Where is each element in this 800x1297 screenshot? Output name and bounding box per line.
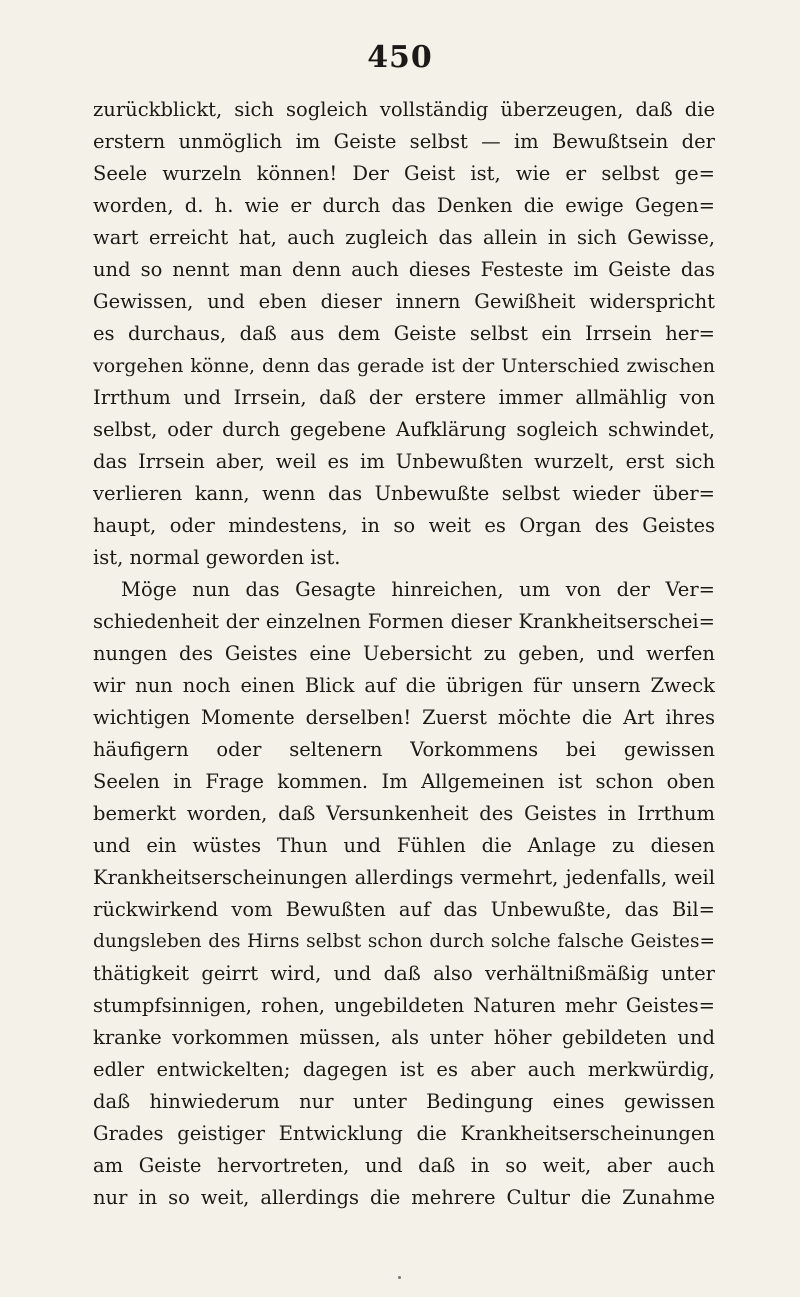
page-number: 450 — [367, 40, 433, 75]
text-line: Möge nun das Gesagte hinreichen, um von der Ver= — [121, 578, 715, 601]
text-line: wichtigen Momente derselben! Zuerst möchte die Art ihres — [93, 706, 715, 729]
text-line: dungsleben des Hirns selbst schon durch solche falsche Geistes= — [93, 931, 715, 952]
text-line: und so nennt man denn auch dieses Festeste im Geiste das — [93, 258, 715, 281]
text-line: Irrthum und Irrsein, daß der erstere immer allmählig von — [93, 386, 715, 409]
text-line: häufigern oder seltenern Vorkommens bei gewissen — [93, 738, 715, 761]
text-line: haupt, oder mindestens, in so weit es Organ des Geistes — [93, 514, 715, 537]
text-line: edler entwickelten; dagegen ist es aber auch merkwürdig, — [93, 1058, 715, 1081]
text-line: und ein wüstes Thun und Fühlen die Anlage zu diesen — [93, 834, 715, 857]
text-line: am Geiste hervortreten, und daß in so weit, aber auch — [93, 1154, 715, 1177]
text-line: Grades geistiger Entwicklung die Krankheitserscheinungen — [93, 1122, 715, 1145]
text-line: vorgehen könne, denn das gerade ist der Unterschied zwischen — [93, 355, 715, 377]
text-line: das Irrsein aber, weil es im Unbewußten wurzelt, erst sich — [93, 450, 715, 473]
text-line: wir nun noch einen Blick auf die übrigen für unsern Zweck — [93, 674, 715, 697]
text-line: worden, d. h. wie er durch das Denken die ewige Gegen= — [93, 194, 715, 217]
text-line: nungen des Geistes eine Uebersicht zu geben, und werfen — [93, 642, 715, 665]
text-line: bemerkt worden, daß Versunkenheit des Geistes in Irrthum — [93, 802, 715, 825]
text-line: stumpfsinnigen, rohen, ungebildeten Naturen mehr Geistes= — [93, 994, 715, 1017]
text-line: erstern unmöglich im Geiste selbst — im Bewußtsein der — [93, 130, 715, 153]
text-line: selbst, oder durch gegebene Aufklärung sogleich schwindet, — [93, 418, 715, 441]
text-line: Seelen in Frage kommen. Im Allgemeinen ist schon oben — [93, 770, 715, 793]
text-line: nur in so weit, allerdings die mehrere Cultur die Zunahme — [93, 1186, 715, 1209]
text-line: Krankheitserscheinungen allerdings vermehrt, jedenfalls, weil — [93, 866, 715, 889]
text-line: kranke vorkommen müssen, als unter höher gebildeten und — [93, 1026, 715, 1049]
text-line: rückwirkend vom Bewußten auf das Unbewußte, das Bil= — [93, 898, 715, 921]
body-text — [93, 94, 715, 1214]
text-line: wart erreicht hat, auch zugleich das allein in sich Gewisse, — [93, 226, 715, 249]
text-line: zurückblickt, sich sogleich vollständig überzeugen, daß die — [93, 98, 715, 121]
text-line: verlieren kann, wenn das Unbewußte selbst wieder über= — [93, 482, 715, 505]
text-line: es durchaus, daß aus dem Geiste selbst ein Irrsein her= — [93, 322, 715, 345]
text-line: ist, normal geworden ist. — [93, 546, 341, 569]
text-line: Seele wurzeln können! Der Geist ist, wie er selbst ge= — [93, 162, 715, 185]
text-line: daß hinwiederum nur unter Bedingung eines gewissen — [93, 1090, 715, 1113]
text-line: Gewissen, und eben dieser innern Gewißheit widerspricht — [93, 290, 715, 313]
print-speck — [398, 1276, 401, 1279]
text-line: schiedenheit der einzelnen Formen dieser Krankheitserschei= — [93, 610, 715, 633]
text-line: thätigkeit geirrt wird, und daß also verhältnißmäßig unter — [93, 962, 715, 985]
